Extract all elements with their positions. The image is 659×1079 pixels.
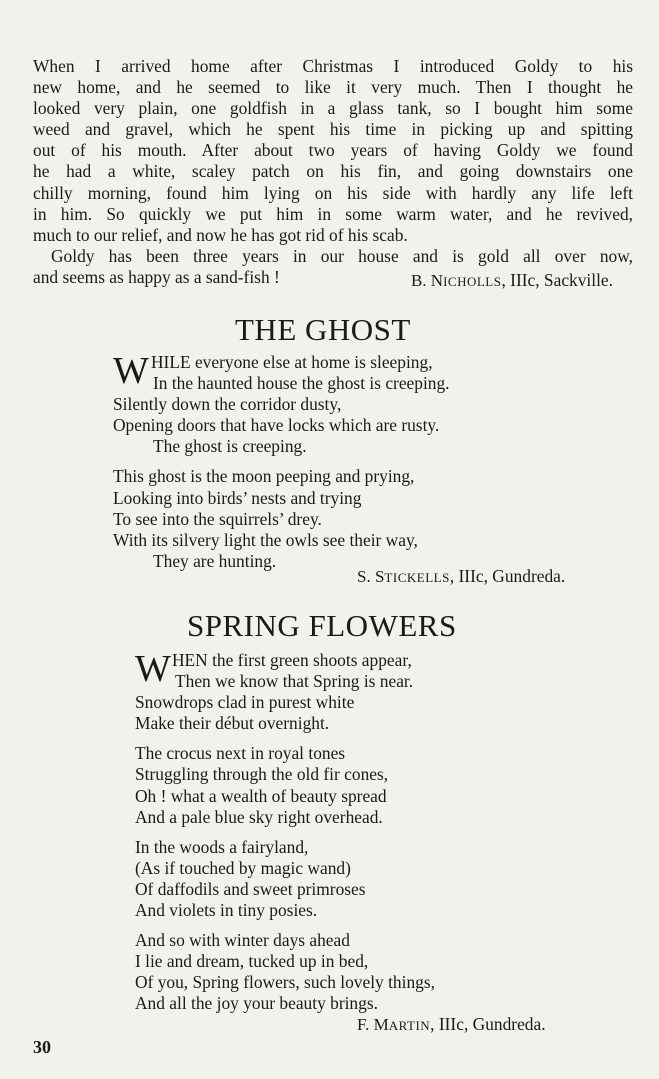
poem-line: Silently down the corridor dusty, — [113, 394, 342, 415]
poem-line: Make their début overnight. — [135, 713, 330, 734]
poem-line: Struggling through the old fir cones, — [135, 764, 389, 785]
poem-line: Oh ! what a wealth of beauty spread — [135, 785, 387, 806]
spring-author — [357, 1014, 546, 1035]
poem-line-text: HEN the first green shoots appear, — [172, 650, 412, 670]
story-line: he had a white, scaley patch on his fin, and going downstairs one — [33, 161, 633, 182]
story-last-line: and seems as happy as a sand-fish ! — [33, 266, 280, 287]
spring-poem — [135, 650, 435, 1015]
poem-line: Of daffodils and sweet primroses — [135, 878, 366, 899]
poem-line: In the woods a fairyland, — [135, 836, 309, 857]
author-form: , IIIc, Gundreda. — [449, 566, 566, 586]
poem-line-text: HILE everyone else at home is sleeping, — [151, 352, 433, 372]
poem-line: With its silvery light the owls see their way, — [113, 529, 418, 550]
poem-line: Looking into birds’ nests and trying — [113, 487, 362, 508]
ghost-poem — [113, 352, 450, 572]
story-author — [411, 270, 613, 292]
poem-line: In the haunted house the ghost is creeping. — [153, 373, 450, 394]
poem-line: Opening doors that have locks which are rusty. — [113, 415, 440, 436]
poem-line: They are hunting. — [153, 550, 277, 571]
story-line: much to our relief, and now he has got rid of his scab. — [33, 224, 408, 245]
author-form: , IIIc, Gundreda. — [430, 1014, 546, 1034]
poem-line: This ghost is the moon peeping and prying, — [113, 466, 415, 487]
story-line: When I arrived home after Christmas I introduced Goldy to his — [33, 56, 633, 76]
ghost-title: THE GHOST — [235, 312, 411, 347]
poem-line: (As if touched by magic wand) — [135, 857, 351, 878]
story-line: new home, and he seemed to like it very much. Then I thought he — [33, 77, 633, 98]
poem-line: And so with winter days ahead — [135, 930, 350, 951]
story-line: out of his mouth. After about two years of having Goldy we found — [33, 140, 633, 161]
story-line: weed and gravel, which he spent his time in picking up and spitting — [33, 119, 633, 140]
author-surname: TICKELLS — [384, 570, 450, 585]
poem-line: I lie and dream, tucked up in bed, — [135, 951, 369, 972]
poem-line: The crocus next in royal tones — [135, 743, 346, 764]
poem-line: And all the joy your beauty brings. — [135, 993, 378, 1014]
poem-line: And violets in tiny posies. — [135, 900, 318, 921]
story-line: Goldy has been three years in our house and is gold all over now, — [51, 245, 633, 266]
page-number: 30 — [33, 1037, 51, 1057]
author-surname: ICHOLLS — [443, 273, 502, 289]
goldy-story — [33, 56, 633, 289]
spring-title: SPRING FLOWERS — [187, 608, 457, 643]
poem-line: And a pale blue sky right overhead. — [135, 806, 383, 827]
poem-line: To see into the squirrels’ drey. — [113, 508, 322, 529]
poem-line: Then we know that Spring is near. — [175, 671, 414, 692]
drop-cap: W — [135, 648, 171, 690]
author-initial: S. S — [357, 567, 385, 586]
story-closing-row — [33, 267, 633, 289]
poem-line: The ghost is creeping. — [153, 436, 307, 457]
poem-line: Snowdrops clad in purest white — [135, 692, 355, 713]
story-line: in him. So quickly we put him in some warm water, and he revived, — [33, 203, 633, 224]
author-initial: F. M — [357, 1015, 389, 1034]
author-form: , IIIc, Sackville. — [501, 269, 613, 290]
ghost-author — [357, 566, 565, 587]
poem-line: Of you, Spring flowers, such lovely things, — [135, 972, 435, 993]
story-line: chilly morning, found him lying on his side with hardly any life left — [33, 182, 633, 203]
author-surname: ARTIN — [388, 1018, 431, 1033]
author-initial: B. N — [410, 270, 444, 290]
story-line: looked very plain, one goldfish in a glass tank, so I bought him some — [33, 98, 633, 119]
drop-cap: W — [113, 350, 149, 392]
